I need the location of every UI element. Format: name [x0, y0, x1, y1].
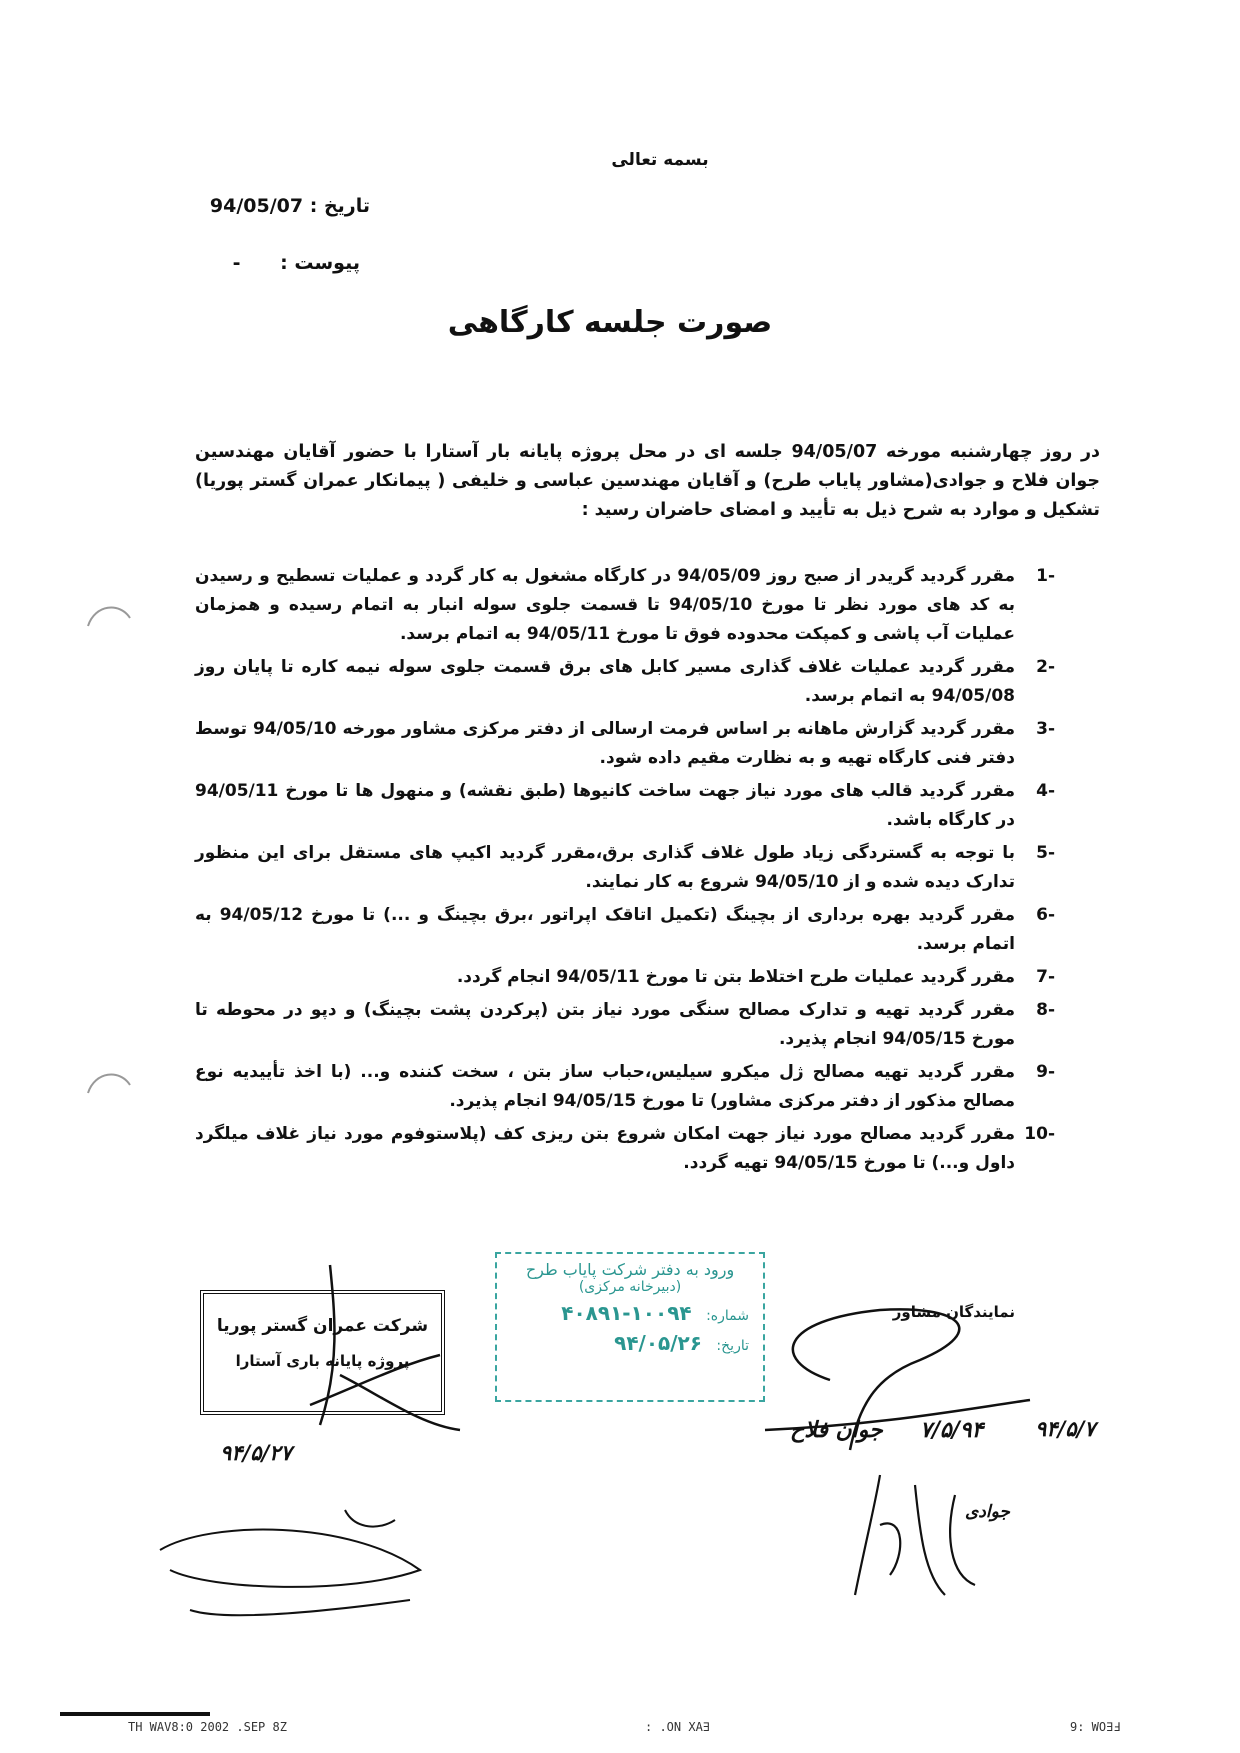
item-text: مقرر گردید بهره برداری از بچینگ (تکمیل اتاقک اپراتور ،برق بچینگ و ...) تا مورخ 94/05/12 به اتمام برسد. [195, 905, 1015, 954]
receipt-number-value: ۱۰۰۹۴-۴۰۸۹۱ [561, 1301, 692, 1325]
item-number: -3 [1036, 719, 1055, 739]
receipt-number-row [497, 1301, 763, 1325]
list-item [195, 996, 1055, 1054]
list-item [195, 777, 1055, 835]
page-title: صورت جلسه کارگاهی [447, 305, 773, 340]
list-item [195, 1058, 1055, 1116]
item-text: مقرر گردید مصالح مورد نیاز جهت امکان شروع بتن ریزی کف (پلاستوفوم مورد نیاز غلاف میلگرد داول و...) تا مورخ 94/05/15 تهیه گردد. [195, 1124, 1015, 1173]
item-text: با توجه به گستردگی زیاد طول غلاف گذاری برق،مقرر گردید اکیپ های مستقل برای این منظور تدارک دیده شده و از 94/05/10 شروع به کار نمایند. [195, 843, 1015, 892]
item-text: مقرر گردید گزارش ماهانه بر اساس فرمت ارسالی از دفتر مرکزی مشاور مورخه 94/05/10 توسط دفتر فنی کارگاه تهیه و به نظارت مقیم داده شود. [195, 719, 1015, 768]
item-number: -2 [1036, 657, 1055, 677]
list-item [195, 1120, 1055, 1178]
company-stamp-project: پروژه پایانه باری آستارا [235, 1352, 410, 1370]
item-number: -4 [1036, 781, 1055, 801]
item-number: -1 [1036, 566, 1055, 586]
fax-rule [60, 1712, 210, 1716]
receipt-stamp-title: ورود به دفتر شرکت پایاب طرح [525, 1260, 735, 1279]
receipt-stamp [495, 1252, 765, 1402]
receipt-number-label: شماره: [706, 1308, 749, 1324]
attachment-field [230, 252, 360, 274]
decision-list [195, 562, 1055, 1182]
item-number: -7 [1036, 967, 1055, 987]
attachment-label: پیوست : [280, 252, 360, 274]
receipt-date-label: تاریخ: [716, 1338, 749, 1354]
receipt-date-row [497, 1331, 763, 1355]
punch-hole-mark-icon [80, 1065, 140, 1115]
contractor-signature-date: ۹۴/۵/۲۷ [220, 1440, 292, 1465]
item-text: مقرر گردید تهیه مصالح ژل میکرو سیلیس،حباب ساز بتن ، سخت کننده و... (با اخذ تأییدیه نوع مصالح مذکور از دفتر مرکزی مشاور) تا مورخ 94/05/15 انجام پذیرد. [195, 1062, 1015, 1111]
list-item [195, 562, 1055, 649]
intro-paragraph: در روز چهارشنبه مورخه 94/05/07 جلسه ای در محل پروژه پایانه بار آستارا با حضور آقایان مهندسین جوان فلاح و جوادی(مشاور پایاب طرح) و آقایان مهندسین عباسی و خلیفی ( پیمانکار عمران گستر پوریا) تشکیل و موارد به شرح ذیل به تأیید و امضای حاضران رسید : [195, 442, 1101, 520]
invocation: بسمه تعالی [611, 150, 709, 170]
attachment-value: - [232, 252, 241, 274]
date-label: تاریخ : [309, 195, 370, 217]
date-field [190, 195, 370, 217]
list-item [195, 839, 1055, 897]
item-number: -10 [1024, 1124, 1055, 1144]
list-item [195, 653, 1055, 711]
consultant-representatives-label: نمایندگان مشاور [892, 1303, 1015, 1321]
item-number: -6 [1036, 905, 1055, 925]
lower-right-signature-date: ۹۴/۵/۷ [1035, 1416, 1096, 1441]
consultant-signature-date: ۷/۵/۹۴ [920, 1417, 984, 1443]
item-text: مقرر گردید تهیه و تدارک مصالح سنگی مورد نیاز بتن (پرکردن پشت بچینگ) و دپو در محوطه تا مورخ 94/05/15 انجام پذیرد. [195, 1000, 1015, 1049]
item-number: -5 [1036, 843, 1055, 863]
consultant-signature-name: جوان فلاح [790, 1417, 883, 1443]
receipt-date-value: ۹۴/۰۵/۲۶ [614, 1331, 702, 1355]
date-value: 94/05/07 [209, 195, 304, 217]
list-item [195, 963, 1055, 992]
fax-footer-left: TH WAV8:0 2002 .SEP 8Z [128, 1720, 287, 1734]
contractor-signature-icon [300, 1255, 500, 1455]
list-item [195, 901, 1055, 959]
item-text: مقرر گردید عملیات غلاف گذاری مسیر کابل های برق قسمت جلوی سوله نیمه کاره تا پایان روز 94/05/08 به اتمام برسد. [195, 657, 1015, 706]
fax-footer-middle: : .ON XA∃ [645, 1720, 711, 1734]
item-number: -8 [1036, 1000, 1055, 1020]
receipt-stamp-subtitle: (دبیرخانه مرکزی) [578, 1279, 682, 1295]
list-item [195, 715, 1055, 773]
item-number: -9 [1036, 1062, 1055, 1082]
company-stamp-name: شرکت عمران گستر پوریا [216, 1316, 429, 1336]
item-text: مقرر گردید گریدر از صبح روز 94/05/09 در کارگاه مشغول به کار گردد و عملیات تسطیح و رسیدن به کد های مورد نظر تا مورخ 94/05/10 تا قسمت جلوی سوله انبار به اتمام رسیده و همزمان عملیات آب پاشی و کمپکت محدوده فوق تا مورخ 94/05/11 به اتمام برسد. [195, 566, 1016, 644]
item-text: مقرر گردید عملیات طرح اختلاط بتن تا مورخ 94/05/11 انجام گردد. [456, 967, 1015, 987]
fax-footer-right: 9: WO∃Ⅎ [1070, 1720, 1121, 1734]
supervisor-signature-icon [835, 1465, 1005, 1615]
item-text: مقرر گردید قالب های مورد نیاز جهت ساخت کانیوها (طبق نقشه) و منهول ها تا مورخ 94/05/11 در کارگاه باشد. [195, 781, 1015, 830]
lower-right-signature-name: جوادی [965, 1502, 1010, 1522]
engineer-signature-icon [150, 1500, 430, 1630]
punch-hole-mark-icon [80, 598, 140, 648]
